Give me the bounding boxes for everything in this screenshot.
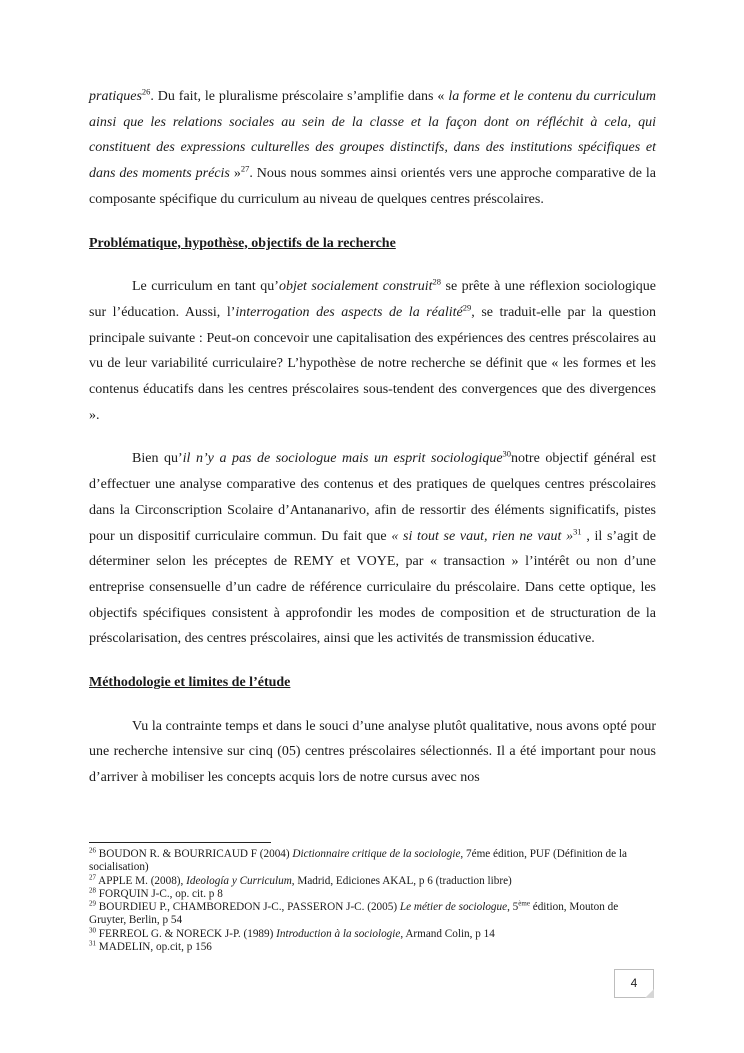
paragraph-curriculum: Le curriculum en tant qu’objet socialement construit$^{28}$ se prête à une réflexion sociologique sur l’éducation. Aussi, l’interrogation des aspects de la réalité$^{29}$, se traduit-elle par la question principale suivante : Peut-on concevoir une capitalisation des expériences des centres préscolaires au vu de leur variabilité curriculaire? L’hypothèse de notre recherche se définit que « les formes et les contenus éducatifs dans les centres préscolaires sous-tendent des convergences que des divergences ». [89,276,656,423]
footnote-28: $^{28}$ FORQUIN J-C., op. cit. p 8 [89,886,223,900]
footnote-30: $^{30}$ FERREOL G. & NORECK J-P. (1989) Introduction à la sociologie, Armand Colin, p 14 [89,926,495,940]
footnote-ref-29[interactable]: 29 [462,302,472,313]
footnote-ref-30[interactable]: 30 [502,448,512,459]
footnotes [89,848,656,954]
footnote-ref-31[interactable]: 31 [573,525,582,536]
footnote-27: $^{27}$ APPLE M. (2008), Ideología y Curriculum, Madrid, Ediciones AKAL, p 6 (traduction libre) [89,872,512,887]
section-heading-problematique: Problématique, hypothèse, objectifs de la recherche [89,235,396,251]
footnote-separator [89,842,271,843]
footnote-29: $^{29}$ BOURDIEU P., CHAMBOREDON J-C., PASSERON J-C. (2005) Le métier de sociologue, 5ème édition, Mouton de Gruyter, Berlin, p 54 [89,899,619,927]
paragraph-intro: pratiques$^{26}$. Du fait, le pluralisme préscolaire s’amplifie dans « la forme et le contenu du curriculum ainsi que les relations sociales au sein de la classe et la façon dont on réfléchit à cela, qui constituent des expressions culturelles des groupes distinctifs, dans des institutions spécifiques et dans des moments précis »$^{27}$. Nous nous sommes ainsi orientés vers une approche comparative de la composante spécifique du curriculum au niveau de quelques centres préscolaires. [89,86,657,207]
page-number: 4 [630,976,638,990]
page-fold-icon [645,989,654,998]
footnote-ref-26[interactable]: 26 [141,86,151,97]
footnote-31: $^{31}$ MADELIN, op.cit, p 156 [89,939,212,954]
footnote-ref-27[interactable]: 27 [240,163,250,174]
body-text [89,84,656,791]
page-number-badge [614,969,654,998]
section-heading-methodologie: Méthodologie et limites de l’étude [89,675,291,691]
paragraph-objectifs: Bien qu’il n’y a pas de sociologue mais un esprit sociologique$^{30}$notre objectif général est d’effectuer une analyse comparative des contenus et des pratiques de quelques centres préscolaires dans la Circonscription Scolaire d’Antananarivo, afin de ressortir des éléments significatifs, pistes pour un dispositif curriculaire commun. Du fait que « si tout se vaut, rien ne vaut »$^{31}$ , il s’agit de déterminer selon les préceptes de REMY et VOYE, par « transaction » l’intérêt ou non d’une entreprise consensuelle d’un cadre de référence curriculaire du préscolaire. Dans cette optique, les objectifs spécifiques consistent à approfondir les modes de composition et de structuration de la préscolarisation, des centres préscolaires, ainsi que les activités de transmission éducative. [89,448,656,647]
footnote-ref-28[interactable]: 28 [432,276,442,287]
paragraph-methodologie: Vu la contrainte temps et dans le souci d’une analyse plutôt qualitative, nous avons opté pour une recherche intensive sur cinq (05) centres préscolaires sélectionnés. Il a été important pour nous d’arriver à mobiliser les concepts acquis lors de notre cursus avec nos [89,718,656,786]
footnote-26: $^{26}$ BOUDON R. & BOURRICAUD F (2004) Dictionnaire critique de la sociologie, 7éme édition, PUF (Définition de la socialisation) [89,846,627,874]
